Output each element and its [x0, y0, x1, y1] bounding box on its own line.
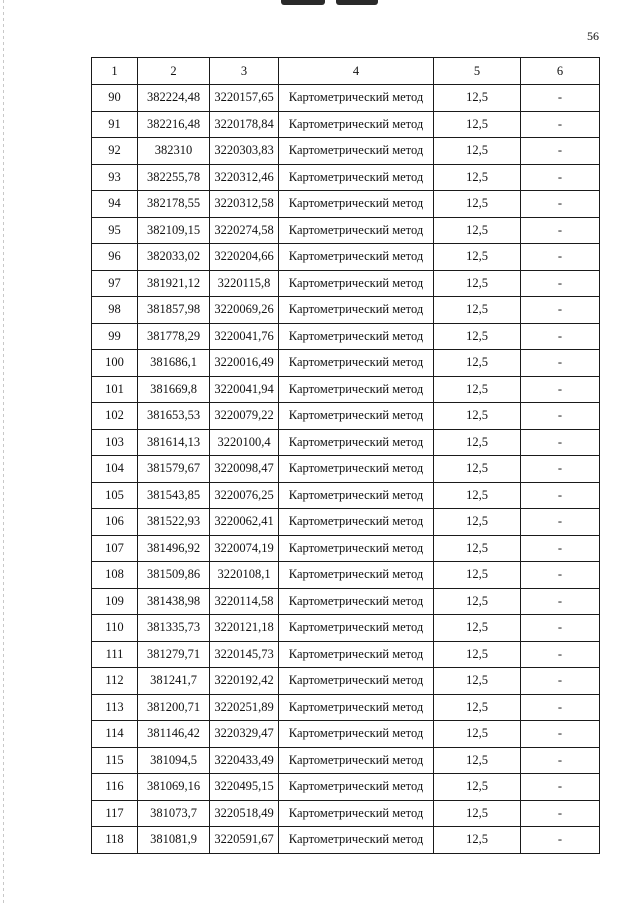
- y-coordinate-cell: 3220115,8: [210, 270, 279, 297]
- table-row: [92, 641, 600, 668]
- y-coordinate-cell: 3220098,47: [210, 456, 279, 483]
- column-header-3: 3: [210, 58, 279, 85]
- note-cell: -: [521, 350, 600, 377]
- y-coordinate-cell: 3220433,49: [210, 747, 279, 774]
- x-coordinate-cell: 381921,12: [138, 270, 210, 297]
- page-number: 56: [587, 29, 599, 43]
- x-coordinate-cell: 381509,86: [138, 562, 210, 589]
- point-number-cell: 96: [92, 244, 138, 271]
- y-coordinate-cell: 3220016,49: [210, 350, 279, 377]
- y-coordinate-cell: 3220518,49: [210, 800, 279, 827]
- point-number-cell: 100: [92, 350, 138, 377]
- table-row: [92, 403, 600, 430]
- method-cell: Картометрический метод: [279, 323, 434, 350]
- table-row: [92, 482, 600, 509]
- coordinates-table: [91, 57, 600, 854]
- point-number-cell: 104: [92, 456, 138, 483]
- column-header-2: 2: [138, 58, 210, 85]
- method-cell: Картометрический метод: [279, 588, 434, 615]
- method-cell: Картометрический метод: [279, 800, 434, 827]
- note-cell: -: [521, 747, 600, 774]
- point-number-cell: 114: [92, 721, 138, 748]
- accuracy-cell: 12,5: [434, 694, 521, 721]
- binding-mark: [281, 0, 325, 5]
- header-row: [92, 58, 600, 85]
- method-cell: Картометрический метод: [279, 164, 434, 191]
- x-coordinate-cell: 382109,15: [138, 217, 210, 244]
- accuracy-cell: 12,5: [434, 456, 521, 483]
- note-cell: -: [521, 482, 600, 509]
- table-row: [92, 694, 600, 721]
- scan-edge-artifact: [3, 0, 4, 905]
- accuracy-cell: 12,5: [434, 244, 521, 271]
- accuracy-cell: 12,5: [434, 588, 521, 615]
- note-cell: -: [521, 217, 600, 244]
- x-coordinate-cell: 382310: [138, 138, 210, 165]
- point-number-cell: 93: [92, 164, 138, 191]
- table-header: [92, 58, 600, 85]
- point-number-cell: 98: [92, 297, 138, 324]
- y-coordinate-cell: 3220312,58: [210, 191, 279, 218]
- accuracy-cell: 12,5: [434, 615, 521, 642]
- accuracy-cell: 12,5: [434, 429, 521, 456]
- x-coordinate-cell: 381522,93: [138, 509, 210, 536]
- method-cell: Картометрический метод: [279, 721, 434, 748]
- method-cell: Картометрический метод: [279, 429, 434, 456]
- point-number-cell: 94: [92, 191, 138, 218]
- x-coordinate-cell: 382224,48: [138, 85, 210, 112]
- x-coordinate-cell: 381543,85: [138, 482, 210, 509]
- table-row: [92, 270, 600, 297]
- y-coordinate-cell: 3220069,26: [210, 297, 279, 324]
- y-coordinate-cell: 3220041,94: [210, 376, 279, 403]
- table-row: [92, 535, 600, 562]
- point-number-cell: 110: [92, 615, 138, 642]
- accuracy-cell: 12,5: [434, 827, 521, 854]
- table-row: [92, 85, 600, 112]
- y-coordinate-cell: 3220312,46: [210, 164, 279, 191]
- point-number-cell: 95: [92, 217, 138, 244]
- table-row: [92, 297, 600, 324]
- note-cell: -: [521, 800, 600, 827]
- method-cell: Картометрический метод: [279, 668, 434, 695]
- y-coordinate-cell: 3220157,65: [210, 85, 279, 112]
- accuracy-cell: 12,5: [434, 350, 521, 377]
- y-coordinate-cell: 3220074,19: [210, 535, 279, 562]
- table-row: [92, 668, 600, 695]
- x-coordinate-cell: 382255,78: [138, 164, 210, 191]
- y-coordinate-cell: 3220076,25: [210, 482, 279, 509]
- point-number-cell: 105: [92, 482, 138, 509]
- point-number-cell: 109: [92, 588, 138, 615]
- note-cell: -: [521, 270, 600, 297]
- method-cell: Картометрический метод: [279, 615, 434, 642]
- column-header-5: 5: [434, 58, 521, 85]
- method-cell: Картометрический метод: [279, 270, 434, 297]
- table-row: [92, 164, 600, 191]
- accuracy-cell: 12,5: [434, 111, 521, 138]
- accuracy-cell: 12,5: [434, 191, 521, 218]
- accuracy-cell: 12,5: [434, 482, 521, 509]
- x-coordinate-cell: 381279,71: [138, 641, 210, 668]
- x-coordinate-cell: 382033,02: [138, 244, 210, 271]
- method-cell: Картометрический метод: [279, 774, 434, 801]
- y-coordinate-cell: 3220121,18: [210, 615, 279, 642]
- y-coordinate-cell: 3220114,58: [210, 588, 279, 615]
- point-number-cell: 102: [92, 403, 138, 430]
- y-coordinate-cell: 3220100,4: [210, 429, 279, 456]
- point-number-cell: 91: [92, 111, 138, 138]
- method-cell: Картометрический метод: [279, 482, 434, 509]
- note-cell: -: [521, 191, 600, 218]
- accuracy-cell: 12,5: [434, 323, 521, 350]
- x-coordinate-cell: 381614,13: [138, 429, 210, 456]
- column-header-1: 1: [92, 58, 138, 85]
- table-row: [92, 774, 600, 801]
- accuracy-cell: 12,5: [434, 641, 521, 668]
- point-number-cell: 118: [92, 827, 138, 854]
- method-cell: Картометрический метод: [279, 297, 434, 324]
- note-cell: -: [521, 668, 600, 695]
- method-cell: Картометрический метод: [279, 403, 434, 430]
- x-coordinate-cell: 381778,29: [138, 323, 210, 350]
- y-coordinate-cell: 3220251,89: [210, 694, 279, 721]
- point-number-cell: 107: [92, 535, 138, 562]
- method-cell: Картометрический метод: [279, 244, 434, 271]
- y-coordinate-cell: 3220495,15: [210, 774, 279, 801]
- y-coordinate-cell: 3220591,67: [210, 827, 279, 854]
- table-row: [92, 588, 600, 615]
- table-row: [92, 376, 600, 403]
- method-cell: Картометрический метод: [279, 509, 434, 536]
- accuracy-cell: 12,5: [434, 800, 521, 827]
- note-cell: -: [521, 323, 600, 350]
- accuracy-cell: 12,5: [434, 403, 521, 430]
- table-row: [92, 721, 600, 748]
- y-coordinate-cell: 3220274,58: [210, 217, 279, 244]
- y-coordinate-cell: 3220079,22: [210, 403, 279, 430]
- note-cell: -: [521, 588, 600, 615]
- method-cell: Картометрический метод: [279, 217, 434, 244]
- x-coordinate-cell: 381241,7: [138, 668, 210, 695]
- note-cell: -: [521, 376, 600, 403]
- method-cell: Картометрический метод: [279, 827, 434, 854]
- method-cell: Картометрический метод: [279, 456, 434, 483]
- point-number-cell: 99: [92, 323, 138, 350]
- note-cell: -: [521, 641, 600, 668]
- x-coordinate-cell: 381579,67: [138, 456, 210, 483]
- accuracy-cell: 12,5: [434, 509, 521, 536]
- point-number-cell: 97: [92, 270, 138, 297]
- method-cell: Картометрический метод: [279, 641, 434, 668]
- accuracy-cell: 12,5: [434, 164, 521, 191]
- x-coordinate-cell: 382178,55: [138, 191, 210, 218]
- x-coordinate-cell: 381146,42: [138, 721, 210, 748]
- point-number-cell: 111: [92, 641, 138, 668]
- table-row: [92, 747, 600, 774]
- note-cell: -: [521, 403, 600, 430]
- y-coordinate-cell: 3220303,83: [210, 138, 279, 165]
- note-cell: -: [521, 694, 600, 721]
- method-cell: Картометрический метод: [279, 535, 434, 562]
- point-number-cell: 117: [92, 800, 138, 827]
- table-row: [92, 138, 600, 165]
- method-cell: Картометрический метод: [279, 111, 434, 138]
- method-cell: Картометрический метод: [279, 694, 434, 721]
- note-cell: -: [521, 456, 600, 483]
- point-number-cell: 112: [92, 668, 138, 695]
- point-number-cell: 103: [92, 429, 138, 456]
- y-coordinate-cell: 3220178,84: [210, 111, 279, 138]
- accuracy-cell: 12,5: [434, 721, 521, 748]
- accuracy-cell: 12,5: [434, 535, 521, 562]
- accuracy-cell: 12,5: [434, 138, 521, 165]
- x-coordinate-cell: 381669,8: [138, 376, 210, 403]
- table-row: [92, 323, 600, 350]
- x-coordinate-cell: 382216,48: [138, 111, 210, 138]
- note-cell: -: [521, 111, 600, 138]
- method-cell: Картометрический метод: [279, 376, 434, 403]
- table-body: [92, 85, 600, 854]
- binding-mark: [336, 0, 378, 5]
- x-coordinate-cell: 381496,92: [138, 535, 210, 562]
- note-cell: -: [521, 138, 600, 165]
- note-cell: -: [521, 615, 600, 642]
- note-cell: -: [521, 535, 600, 562]
- note-cell: -: [521, 244, 600, 271]
- table-row: [92, 350, 600, 377]
- note-cell: -: [521, 429, 600, 456]
- accuracy-cell: 12,5: [434, 774, 521, 801]
- note-cell: -: [521, 562, 600, 589]
- y-coordinate-cell: 3220192,42: [210, 668, 279, 695]
- point-number-cell: 108: [92, 562, 138, 589]
- point-number-cell: 106: [92, 509, 138, 536]
- x-coordinate-cell: 381094,5: [138, 747, 210, 774]
- point-number-cell: 113: [92, 694, 138, 721]
- column-header-4: 4: [279, 58, 434, 85]
- method-cell: Картометрический метод: [279, 191, 434, 218]
- x-coordinate-cell: 381653,53: [138, 403, 210, 430]
- x-coordinate-cell: 381438,98: [138, 588, 210, 615]
- note-cell: -: [521, 509, 600, 536]
- accuracy-cell: 12,5: [434, 85, 521, 112]
- accuracy-cell: 12,5: [434, 668, 521, 695]
- note-cell: -: [521, 297, 600, 324]
- table-row: [92, 509, 600, 536]
- table-row: [92, 111, 600, 138]
- y-coordinate-cell: 3220108,1: [210, 562, 279, 589]
- table-row: [92, 429, 600, 456]
- point-number-cell: 115: [92, 747, 138, 774]
- y-coordinate-cell: 3220062,41: [210, 509, 279, 536]
- method-cell: Картометрический метод: [279, 747, 434, 774]
- note-cell: -: [521, 164, 600, 191]
- note-cell: -: [521, 827, 600, 854]
- x-coordinate-cell: 381069,16: [138, 774, 210, 801]
- point-number-cell: 101: [92, 376, 138, 403]
- note-cell: -: [521, 774, 600, 801]
- point-number-cell: 90: [92, 85, 138, 112]
- note-cell: -: [521, 85, 600, 112]
- table-row: [92, 217, 600, 244]
- table-row: [92, 456, 600, 483]
- y-coordinate-cell: 3220145,73: [210, 641, 279, 668]
- accuracy-cell: 12,5: [434, 562, 521, 589]
- y-coordinate-cell: 3220041,76: [210, 323, 279, 350]
- y-coordinate-cell: 3220329,47: [210, 721, 279, 748]
- accuracy-cell: 12,5: [434, 217, 521, 244]
- column-header-6: 6: [521, 58, 600, 85]
- table-row: [92, 800, 600, 827]
- method-cell: Картометрический метод: [279, 562, 434, 589]
- note-cell: -: [521, 721, 600, 748]
- point-number-cell: 92: [92, 138, 138, 165]
- accuracy-cell: 12,5: [434, 297, 521, 324]
- method-cell: Картометрический метод: [279, 85, 434, 112]
- method-cell: Картометрический метод: [279, 138, 434, 165]
- x-coordinate-cell: 381073,7: [138, 800, 210, 827]
- method-cell: Картометрический метод: [279, 350, 434, 377]
- accuracy-cell: 12,5: [434, 376, 521, 403]
- table-row: [92, 827, 600, 854]
- table-row: [92, 191, 600, 218]
- point-number-cell: 116: [92, 774, 138, 801]
- table-row: [92, 562, 600, 589]
- accuracy-cell: 12,5: [434, 270, 521, 297]
- x-coordinate-cell: 381686,1: [138, 350, 210, 377]
- x-coordinate-cell: 381857,98: [138, 297, 210, 324]
- table-row: [92, 244, 600, 271]
- table-row: [92, 615, 600, 642]
- y-coordinate-cell: 3220204,66: [210, 244, 279, 271]
- accuracy-cell: 12,5: [434, 747, 521, 774]
- x-coordinate-cell: 381081,9: [138, 827, 210, 854]
- x-coordinate-cell: 381335,73: [138, 615, 210, 642]
- x-coordinate-cell: 381200,71: [138, 694, 210, 721]
